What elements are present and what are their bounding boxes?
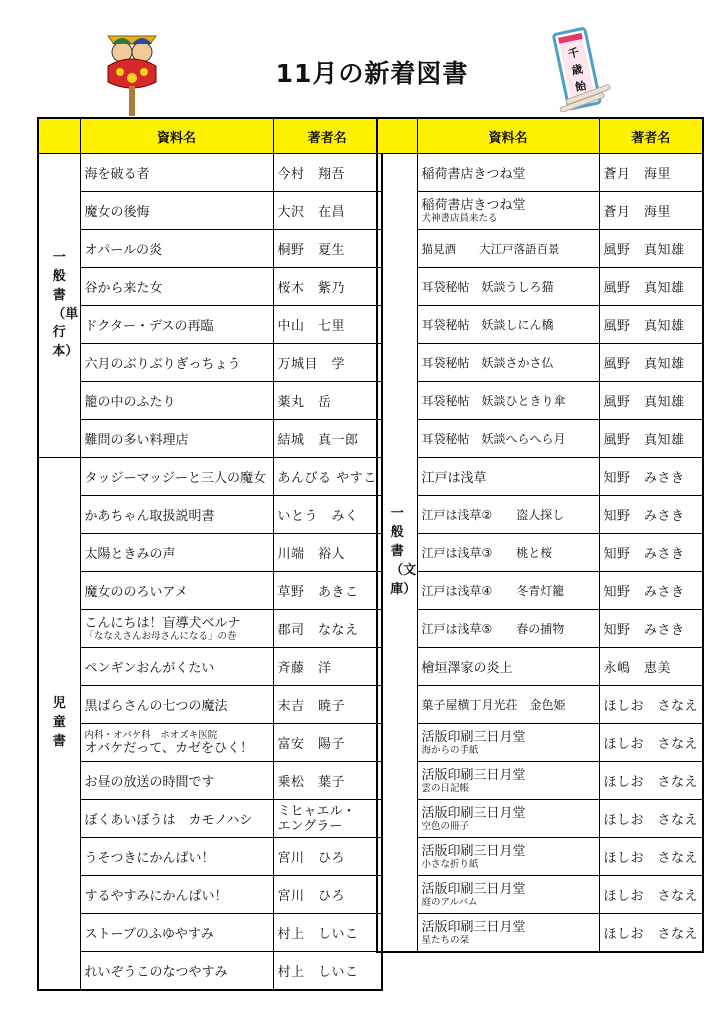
book-author: 乗松 葉子 <box>273 762 382 800</box>
book-title-main: 活版印刷三日月堂 <box>421 767 526 783</box>
book-title-main: 稲荷書店きつね堂 <box>421 197 526 213</box>
book-title-main: 活版印刷三日月堂 <box>421 805 526 821</box>
table-row <box>377 230 703 268</box>
book-title: お昼の放送の時間です <box>80 762 273 800</box>
book-author: 知野 みさき <box>599 534 703 572</box>
book-author: 風野 真知雄 <box>599 230 703 268</box>
book-title: 耳袋秘帖 妖談うしろ猫 <box>417 268 599 306</box>
book-title <box>417 876 599 914</box>
header-author: 著者名 <box>599 118 703 154</box>
table-row <box>377 154 703 192</box>
svg-text:千: 千 <box>566 45 581 61</box>
table-row <box>377 724 703 762</box>
book-author: 末吉 暁子 <box>273 686 382 724</box>
category-general-paperback: 一般書（文庫） <box>377 154 417 953</box>
book-title: するやすみにかんぱい！ <box>80 876 273 914</box>
table-row <box>377 610 703 648</box>
book-author: 草野 あきこ <box>273 572 382 610</box>
book-author-line2: エングラー <box>277 818 343 834</box>
book-title: 耳袋秘帖 妖談ひときり傘 <box>417 382 599 420</box>
book-title: 太陽ときみの声 <box>80 534 273 572</box>
table-row <box>377 268 703 306</box>
table-row <box>38 344 382 382</box>
book-author: 桜木 紫乃 <box>273 268 382 306</box>
table-row <box>38 914 382 952</box>
book-title-main: 活版印刷三日月堂 <box>421 843 526 859</box>
book-title: オパールの炎 <box>80 230 273 268</box>
table-row <box>377 458 703 496</box>
book-author: 風野 真知雄 <box>599 420 703 458</box>
header-title: 資料名 <box>80 118 273 154</box>
table-row <box>377 572 703 610</box>
book-subtitle: 犬神書店員来たる <box>421 212 498 224</box>
book-title: 江戸は浅草 <box>417 458 599 496</box>
book-title: 六月のぶりぶりぎっちょう <box>80 344 273 382</box>
book-author: ほしお さなえ <box>599 838 703 876</box>
book-author: 知野 みさき <box>599 496 703 534</box>
book-title: 黒ばらさんの七つの魔法 <box>80 686 273 724</box>
book-author: 蒼月 海里 <box>599 192 703 230</box>
book-title <box>80 724 273 762</box>
header-author: 著者名 <box>273 118 382 154</box>
book-title <box>417 724 599 762</box>
table-row <box>38 648 382 686</box>
book-title-main: オバケだって、カゼをひく！ <box>84 740 253 756</box>
book-subtitle: 空色の冊子 <box>421 820 470 832</box>
book-author: 村上 しいこ <box>273 914 382 952</box>
table-header-row <box>38 118 382 154</box>
left-book-table <box>37 117 383 991</box>
book-title: 耳袋秘帖 妖談へらへら月 <box>417 420 599 458</box>
table-row <box>377 344 703 382</box>
table-row <box>38 268 382 306</box>
table-row <box>377 496 703 534</box>
book-title: 猫見酒 大江戸落語百景 <box>417 230 599 268</box>
table-row <box>38 610 382 648</box>
table-row <box>38 382 382 420</box>
book-author: 知野 みさき <box>599 458 703 496</box>
book-title: 菓子屋横丁月光荘 金色姫 <box>417 686 599 724</box>
book-author: ほしお さなえ <box>599 686 703 724</box>
book-title: 海を破る者 <box>80 154 273 192</box>
book-author: 万城目 学 <box>273 344 382 382</box>
table-row <box>38 154 382 192</box>
book-title: 籠の中のふたり <box>80 382 273 420</box>
table-row <box>38 230 382 268</box>
table-row <box>377 762 703 800</box>
book-title: ペンギンおんがくたい <box>80 648 273 686</box>
book-series-prefix: 内科・オバケ科 ホオズキ医院 <box>84 729 218 741</box>
book-title: 難問の多い料理店 <box>80 420 273 458</box>
book-author: 知野 みさき <box>599 610 703 648</box>
book-title <box>417 192 599 230</box>
table-header-row <box>377 118 703 154</box>
chitose-ame-icon <box>545 26 615 112</box>
book-author: 今村 翔吾 <box>273 154 382 192</box>
table-row <box>38 800 382 838</box>
book-title: 耳袋秘帖 妖談さかさ仏 <box>417 344 599 382</box>
table-row <box>38 724 382 762</box>
book-title-main: こんにちは！盲導犬ベルナ <box>84 615 241 631</box>
book-title: うそつきにかんぱい！ <box>80 838 273 876</box>
category-children: 児童書 <box>38 458 80 991</box>
book-title: ストーブのふゆやすみ <box>80 914 273 952</box>
page-title: 11月の新着図書 <box>275 59 469 88</box>
table-row <box>377 306 703 344</box>
book-author: ほしお さなえ <box>599 724 703 762</box>
table-row <box>377 534 703 572</box>
book-title: 檜垣澤家の炎上 <box>417 648 599 686</box>
book-title: ぼくあいぼうは カモノハシ <box>80 800 273 838</box>
table-row <box>377 838 703 876</box>
book-title: タッジーマッジーと三人の魔女 <box>80 458 273 496</box>
right-book-table <box>376 117 704 953</box>
book-author <box>273 800 382 838</box>
table-row <box>38 952 382 991</box>
book-author: 永嶋 恵美 <box>599 648 703 686</box>
book-title <box>417 762 599 800</box>
book-title: 江戸は浅草⑤ 春の捕物 <box>417 610 599 648</box>
book-author: 知野 みさき <box>599 572 703 610</box>
book-subtitle: 「ななえさんお母さんになる」の巻 <box>84 630 237 642</box>
book-author: 薬丸 岳 <box>273 382 382 420</box>
book-title <box>417 914 599 953</box>
book-title: ドクター・デスの再臨 <box>80 306 273 344</box>
table-row <box>38 762 382 800</box>
book-title: 江戸は浅草② 盗人探し <box>417 496 599 534</box>
table-row <box>38 306 382 344</box>
book-author-line1: ミヒャエル・ <box>277 803 356 819</box>
table-row <box>38 458 382 496</box>
table-row <box>38 534 382 572</box>
book-author: 中山 七里 <box>273 306 382 344</box>
book-author: 村上 しいこ <box>273 952 382 991</box>
book-author: ほしお さなえ <box>599 800 703 838</box>
book-author: 風野 真知雄 <box>599 382 703 420</box>
book-title: れいぞうこのなつやすみ <box>80 952 273 991</box>
book-title: 谷から来た女 <box>80 268 273 306</box>
book-title <box>417 800 599 838</box>
book-title-main: 活版印刷三日月堂 <box>421 919 526 935</box>
book-subtitle: 小さな折り紙 <box>421 858 479 870</box>
book-author: 桐野 夏生 <box>273 230 382 268</box>
table-row <box>38 838 382 876</box>
book-author: ほしお さなえ <box>599 914 703 953</box>
header-blank <box>38 118 80 154</box>
book-author: 富安 陽子 <box>273 724 382 762</box>
header-blank <box>377 118 417 154</box>
table-row <box>38 192 382 230</box>
category-general-hardcover: 一般書（単行本） <box>38 154 80 458</box>
book-author: 斉藤 洋 <box>273 648 382 686</box>
table-row <box>377 800 703 838</box>
table-row <box>38 420 382 458</box>
book-subtitle: 星たちの栞 <box>421 934 470 946</box>
book-author: 結城 真一郎 <box>273 420 382 458</box>
book-author: あんびる やすこ <box>273 458 382 496</box>
book-title: かあちゃん取扱説明書 <box>80 496 273 534</box>
svg-text:歳: 歳 <box>570 62 584 78</box>
table-row <box>377 876 703 914</box>
table-row <box>38 496 382 534</box>
book-title: 江戸は浅草④ 冬青灯籠 <box>417 572 599 610</box>
book-author: 蒼月 海里 <box>599 154 703 192</box>
book-subtitle: 雲の日記帳 <box>421 782 470 794</box>
book-title: 魔女ののろいアメ <box>80 572 273 610</box>
book-subtitle: 庭のアルバム <box>421 896 478 908</box>
book-author: 風野 真知雄 <box>599 306 703 344</box>
svg-text:飴: 飴 <box>573 79 588 95</box>
kumade-ornament-icon <box>100 22 164 118</box>
table-row <box>377 192 703 230</box>
book-author: ほしお さなえ <box>599 876 703 914</box>
book-title: 耳袋秘帖 妖談しにん橋 <box>417 306 599 344</box>
table-row <box>377 914 703 953</box>
book-author: ほしお さなえ <box>599 762 703 800</box>
table-row <box>377 648 703 686</box>
table-row <box>377 686 703 724</box>
book-author: いとう みく <box>273 496 382 534</box>
table-row <box>38 876 382 914</box>
book-author: 郡司 ななえ <box>273 610 382 648</box>
table-row <box>38 686 382 724</box>
book-title-main: 活版印刷三日月堂 <box>421 881 526 897</box>
header-title: 資料名 <box>417 118 599 154</box>
table-row <box>38 572 382 610</box>
book-author: 宮川 ひろ <box>273 838 382 876</box>
book-author: 風野 真知雄 <box>599 344 703 382</box>
book-title: 魔女の後悔 <box>80 192 273 230</box>
book-author: 宮川 ひろ <box>273 876 382 914</box>
book-title <box>80 610 273 648</box>
book-title <box>417 838 599 876</box>
book-title: 稲荷書店きつね堂 <box>417 154 599 192</box>
book-title-main: 活版印刷三日月堂 <box>421 729 526 745</box>
book-title: 江戸は浅草③ 桃と桜 <box>417 534 599 572</box>
book-author: 川端 裕人 <box>273 534 382 572</box>
table-row <box>377 382 703 420</box>
table-row <box>377 420 703 458</box>
book-author: 大沢 在昌 <box>273 192 382 230</box>
book-author: 風野 真知雄 <box>599 268 703 306</box>
book-subtitle: 海からの手紙 <box>421 744 479 756</box>
